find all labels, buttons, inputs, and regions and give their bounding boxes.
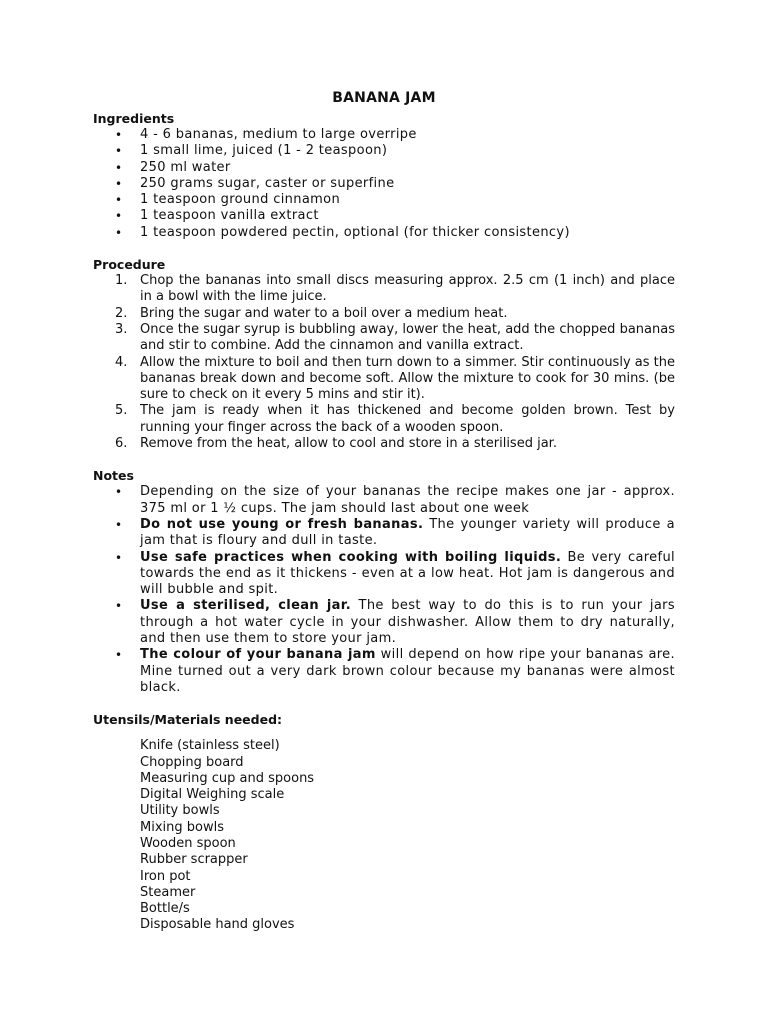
note-emphasis: Do not use young or fresh bananas. (140, 516, 424, 532)
list-item (93, 273, 675, 306)
list-item (93, 306, 675, 322)
procedure-heading: Procedure (93, 257, 166, 273)
list-item (93, 484, 675, 517)
list-item: Mixing bowls (140, 819, 224, 835)
list-item: Bottle/s (140, 901, 190, 917)
note-emphasis: Use a sterilised, clean jar. (140, 598, 352, 614)
note-text: will depend on how ripe your bananas are. Mine turned out a very dark brown colour because my bananas were almost black. (140, 647, 676, 695)
list-item (93, 436, 675, 452)
list-item: Iron pot (140, 868, 191, 884)
list-item (93, 550, 675, 599)
list-item: Measuring cup and spoons (140, 770, 315, 786)
list-item (93, 598, 675, 647)
note-emphasis: The colour of your banana jam (140, 647, 376, 663)
step-number: 1. (115, 273, 128, 289)
procedure-list (93, 273, 675, 452)
list-item: Wooden spoon (140, 835, 236, 851)
list-item (93, 403, 675, 436)
list-item: • 1 teaspoon powdered pectin, optional (for thicker consistency) (93, 225, 675, 241)
list-item: • 250 grams sugar, caster or superfine (93, 176, 675, 192)
step-text: The jam is ready when it has thickened and become golden brown. Test by running your finger across the back of a wooden spoon. (140, 403, 675, 435)
list-item: • 250 ml water (93, 160, 675, 176)
list-item (93, 517, 675, 550)
note-text: The best way to do this is to run your jars through a hot water cycle in your dishwasher. Allow them to dry naturally, and then use them to store your jam. (140, 598, 676, 647)
list-item (93, 322, 675, 355)
notes-heading: Notes (93, 468, 134, 484)
list-item: Utility bowls (140, 803, 220, 819)
utensils-list (93, 738, 675, 934)
list-item: Chopping board (140, 754, 244, 770)
step-text: Bring the sugar and water to a boil over a medium heat. (140, 305, 508, 321)
list-item: Digital Weighing scale (140, 787, 285, 803)
list-item: • 4 - 6 bananas, medium to large overripe (93, 127, 675, 143)
ingredients-heading: Ingredients (93, 111, 175, 126)
step-number: 6. (115, 436, 128, 452)
step-number: 4. (115, 354, 128, 370)
step-text: Once the sugar syrup is bubbling away, lower the heat, add the chopped bananas and stir to combine. Add the cinnamon and vanilla extract. (140, 321, 675, 354)
step-text: Chop the bananas into small discs measuring approx. 2.5 cm (1 inch) and place in a bowl with the lime juice. (140, 273, 675, 305)
list-item (93, 355, 675, 404)
list-item: Disposable hand gloves (140, 917, 295, 933)
list-item: • 1 small lime, juiced (1 - 2 teaspoon) (93, 143, 675, 159)
list-item: • 1 teaspoon ground cinnamon (93, 192, 675, 208)
page-title: BANANA JAM (332, 90, 436, 106)
step-text: Allow the mixture to boil and then turn down to a simmer. Stir continuously as the bananas break down and become soft. Allow the mixture to cook for 30 mins. (be sure to check on it every 5 mins and stir it). (140, 354, 675, 403)
list-item: Steamer (140, 884, 196, 900)
list-item: Knife (stainless steel) (140, 738, 280, 754)
list-item: Rubber scrapper (140, 852, 248, 868)
step-number: 5. (115, 403, 128, 419)
note-text: Depending on the size of your bananas the recipe makes one jar - approx. 375 ml or 1 ½ cups. The jam should last about one week (140, 484, 675, 516)
note-emphasis: Use safe practices when cooking with boiling liquids. (140, 549, 562, 565)
utensils-heading: Utensils/Materials needed: (93, 712, 283, 728)
list-item: • 1 teaspoon vanilla extract (93, 208, 675, 224)
list-item (93, 647, 675, 696)
step-text: Remove from the heat, allow to cool and store in a sterilised jar. (140, 436, 557, 452)
step-number: 2. (115, 305, 128, 321)
note-text: Be very careful towards the end as it thickens - even at a low heat. Hot jam is dangerous and will bubble and spit. (140, 549, 675, 598)
step-number: 3. (115, 321, 128, 337)
note-text: The younger variety will produce a jam that is floury and dull in taste. (140, 516, 675, 549)
notes-list (93, 484, 675, 696)
ingredients-list (93, 127, 675, 241)
